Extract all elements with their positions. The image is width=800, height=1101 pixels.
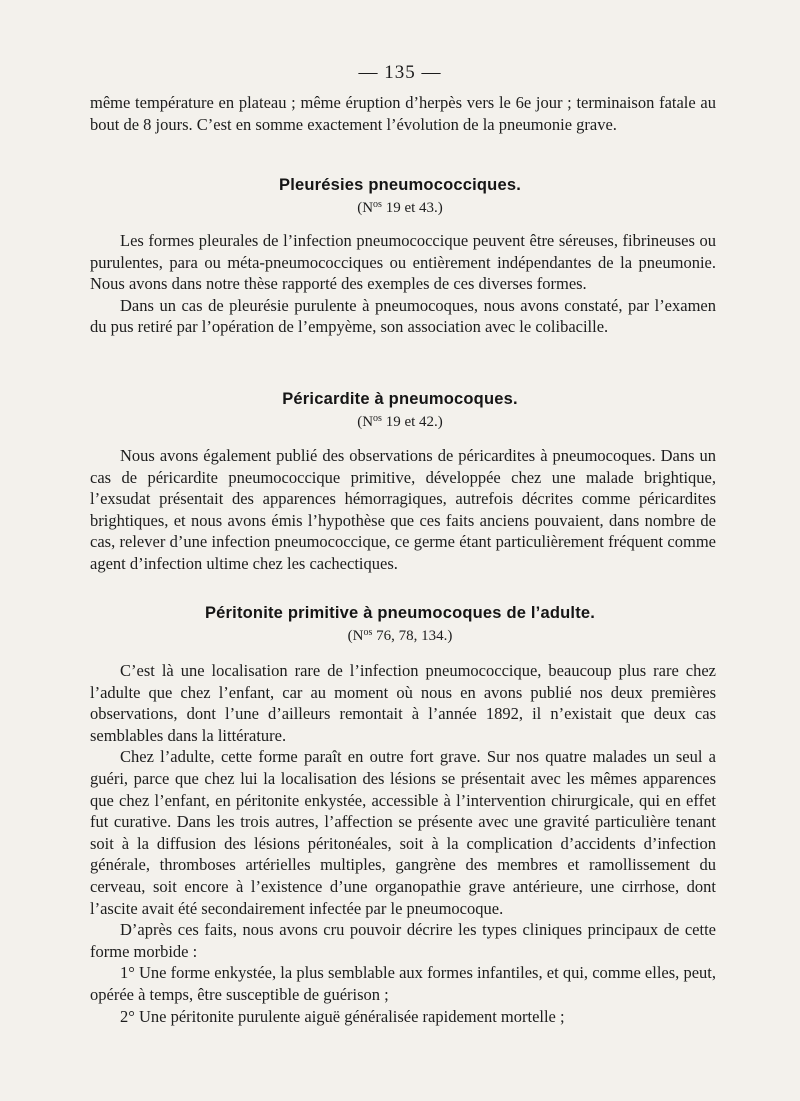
section-ref-suffix: 19 et 43.) <box>381 200 443 216</box>
paragraph: D’après ces faits, nous avons cru pouvoir décrire les types cliniques principaux de cette forme morbide : <box>90 920 716 961</box>
section-ref-suffix: 19 et 42.) <box>381 414 443 430</box>
section-ref-suffix: 76, 78, 134.) <box>372 628 453 644</box>
section-ref-prefix: (N <box>347 628 364 644</box>
paragraph: Les formes pleurales de l’infection pneumococcique peuvent être séreuses, fibrineuses ou purulentes, para ou méta-pneumococciques ou entièrement indépendantes de la pneumonie. Nous avons dans notre thèse rapporté des exemples de ces diverses formes. <box>90 231 716 294</box>
section-ref-peritonite <box>0 627 800 645</box>
paragraph: Chez l’adulte, cette forme paraît en outre fort grave. Sur nos quatre malades un seul a guéri, parce que chez lui la localisation des lésions se présentait avec les mêmes apparences que chez l’enfant, en péritonite enkystée, accessible à l’intervention chirurgicale, qui en effet fut curative. Dans les trois autres, l’affection se présente avec une gravité particulière tenant soit à la diffusion des lésions péritonéales, soit à la complication d’accidents d’infection générale, thromboses artérielles multiples, gangrène des membres et ramollissement du cerveau, soit encore à l’existence d’une organopathie grave antérieure, une cirrhose, dont l’ascite avait été secondairement infectée par le pneumocoque. <box>90 747 716 918</box>
list-item: 1° Une forme enkystée, la plus semblable aux formes infantiles, et qui, comme elles, peut, opérée à temps, être susceptible de guérison ; <box>90 963 716 1004</box>
section-ref-prefix: (N <box>357 200 374 216</box>
section-ref-superscript: os <box>373 199 382 210</box>
paragraph: Nous avons également publié des observations de péricardites à pneumocoques. Dans un cas de péricardite pneumococcique primitive, développée chez une malade brightique, l’exsudat présentait des apparences hémorragiques, autrefois décrites comme péricardites brightiques, et nous avons émis l’hypothèse que ces faits anciens pouvaient, dans nombre de cas, relever d’une infection pneumococcique, ce germe étant particulièrement fréquent comme agent d’infection ultime chez les cachectiques. <box>90 446 716 573</box>
section-body-peritonite <box>90 660 716 1027</box>
intro-paragraph: même température en plateau ; même éruption d’herpès vers le 6e jour ; terminaison fatale au bout de 8 jours. C’est en somme exactement l’évolution de la pneumonie grave. <box>90 93 716 134</box>
section-ref-pleuresies <box>0 199 800 217</box>
section-heading-pleuresies: Pleurésies pneumococciques. <box>279 176 521 194</box>
page-number: — 135 — <box>358 62 442 83</box>
section-ref-pericardite <box>0 413 800 431</box>
section-body-pleuresies <box>90 230 716 338</box>
paragraph: C’est là une localisation rare de l’infection pneumococcique, beaucoup plus rare chez l’adulte que chez l’enfant, car au moment où nous en avons publié nos deux premières observations, dont l’une d’ailleurs remontait à l’année 1892, il n’existait que deux cas semblables dans la littérature. <box>90 661 716 745</box>
section-ref-superscript: os <box>363 627 373 638</box>
section-heading-pericardite: Péricardite à pneumocoques. <box>282 390 518 408</box>
paragraph: Dans un cas de pleurésie purulente à pneumocoques, nous avons constaté, par l’examen du pus retiré par l’opération de l’empyème, son association avec le colibacille. <box>90 295 716 337</box>
section-ref-prefix: (N <box>357 414 374 430</box>
section-heading-peritonite: Péritonite primitive à pneumocoques de l’adulte. <box>204 604 596 622</box>
list-item: 2° Une péritonite purulente aiguë généralisée rapidement mortelle ; <box>120 1006 565 1026</box>
intro-text-block <box>90 92 716 135</box>
section-ref-superscript: os <box>373 413 382 424</box>
section-body-pericardite <box>90 445 716 575</box>
